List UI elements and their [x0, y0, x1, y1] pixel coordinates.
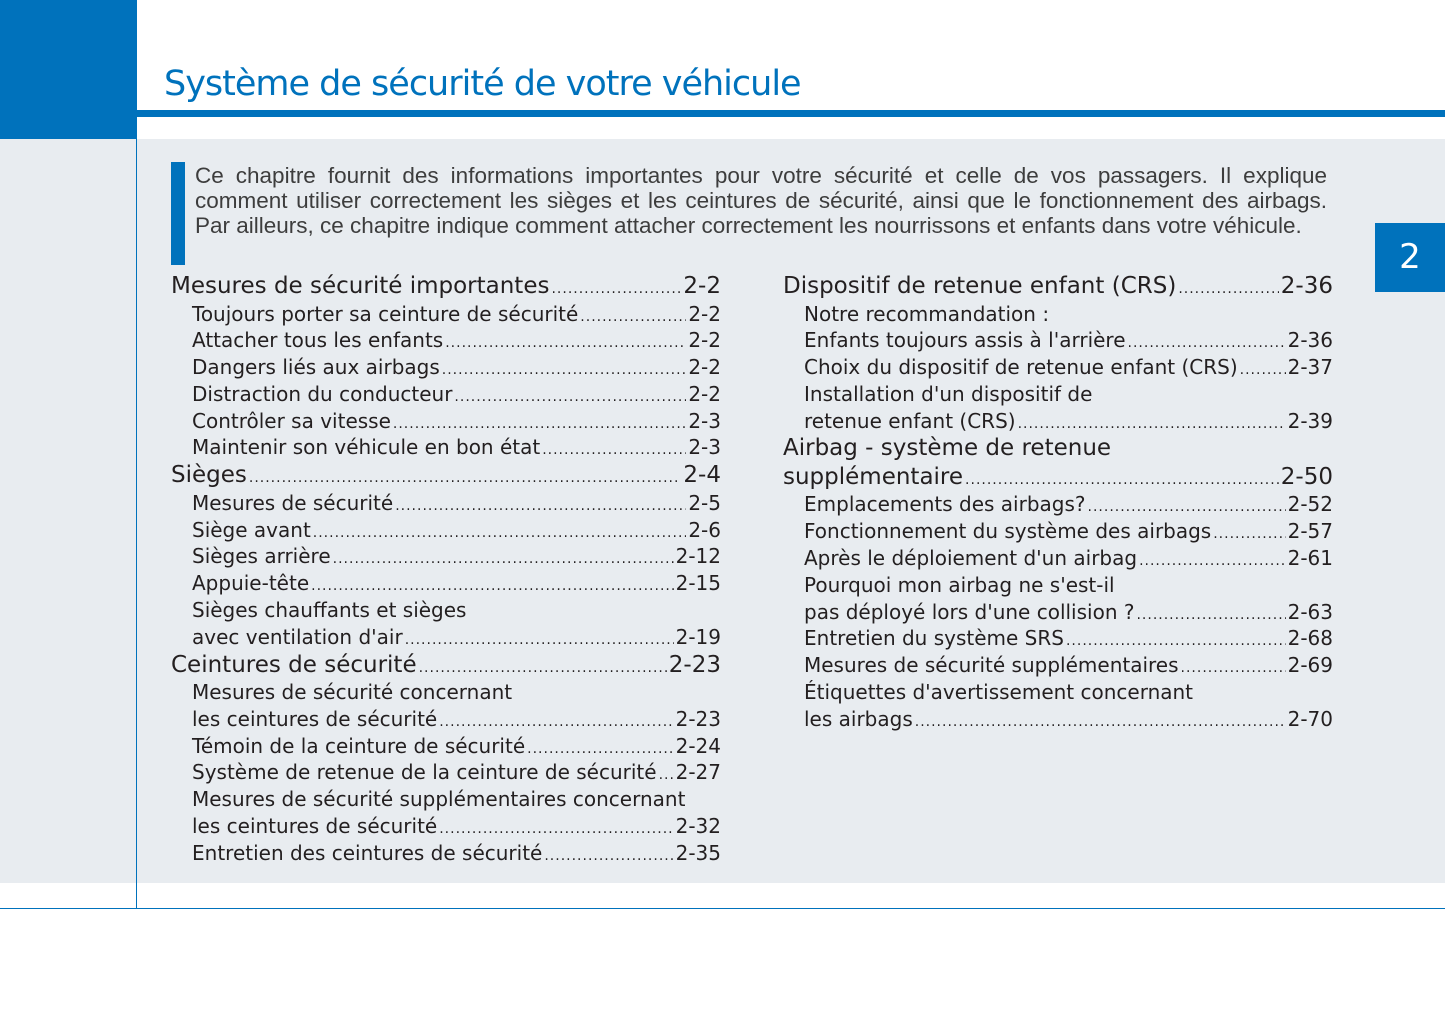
toc-dot-leader	[311, 573, 673, 600]
toc-dot-leader	[1178, 275, 1278, 304]
toc-subsection-entry[interactable]	[783, 327, 1333, 354]
toc-page-number: 2-70	[1287, 706, 1333, 731]
toc-page-number: 2-39	[1287, 408, 1333, 433]
toc-dot-leader	[454, 384, 686, 411]
toc-dot-leader	[580, 304, 686, 331]
toc-subsection-entry[interactable]	[783, 518, 1333, 545]
toc-dot-leader	[1136, 602, 1285, 629]
toc-subsection-entry[interactable]	[171, 354, 721, 381]
toc-subsection-entry[interactable]	[171, 733, 721, 760]
toc-subsection-entry[interactable]	[171, 301, 721, 328]
toc-entry-title: Mesures de sécurité	[192, 490, 394, 515]
toc-entry-title: les airbags	[804, 706, 913, 731]
toc-dot-leader	[445, 330, 686, 357]
toc-page-number: 2-3	[688, 435, 721, 460]
toc-dot-leader	[419, 654, 667, 683]
toc-page-number: 2-61	[1287, 546, 1333, 571]
toc-entry-title: Entretien du système SRS	[804, 626, 1064, 651]
toc-entry-title: Mesures de sécurité importantes	[171, 273, 550, 299]
toc-entry-title: Appuie-tête	[192, 571, 310, 596]
toc-subsection-entry[interactable]	[783, 381, 1333, 408]
toc-entry-title: les ceintures de sécurité	[192, 814, 438, 839]
toc-page-number: 2-2	[688, 355, 721, 380]
toc-entry-title: Contrôler sa vitesse	[192, 408, 391, 433]
margin-strip	[0, 139, 136, 883]
chapter-intro: Ce chapitre fournit des informations importantes pour votre sécurité et celle de vos passagers. Il explique comment utiliser correctement les sièges et les ceintures de sécurité, ainsi que le fonctionnement des airbags. Par ailleurs, ce chapitre indique comment attacher correctement les nourrissons et enfants dans votre véhicule.	[195, 163, 1327, 238]
toc-entry-title: Sièges chauffants et sièges	[192, 597, 467, 622]
toc-entry-title: Témoin de la ceinture de sécurité	[192, 733, 526, 758]
toc-subsection-entry[interactable]	[171, 434, 721, 461]
toc-entry-title: Notre recommandation :	[804, 301, 1050, 326]
toc-subsection-entry[interactable]	[171, 408, 721, 435]
toc-subsection-entry[interactable]	[171, 624, 721, 651]
toc-dot-leader	[544, 843, 673, 870]
toc-dot-leader	[442, 357, 687, 384]
toc-page-number: 2-23	[668, 651, 721, 678]
toc-dot-leader	[393, 411, 686, 438]
toc-page-number: 2-2	[688, 301, 721, 326]
toc-dot-leader	[1018, 411, 1286, 438]
toc-subsection-entry[interactable]	[171, 706, 721, 733]
toc-entry-title: Mesures de sécurité concernant	[192, 680, 513, 705]
toc-entry-title: Dispositif de retenue enfant (CRS)	[783, 273, 1177, 299]
toc-entry-title: Système de retenue de la ceinture de sécurité	[192, 760, 657, 785]
toc-entry-title: Mesures de sécurité supplémentaires	[804, 653, 1179, 678]
toc-entry-title: avec ventilation d'air	[192, 624, 403, 649]
margin-rule	[136, 139, 137, 909]
toc-page-number: 2-68	[1287, 626, 1333, 651]
toc-page-number: 2-19	[675, 624, 721, 649]
toc-page-number: 2-2	[688, 381, 721, 406]
toc-entry-title: Emplacements des airbags?	[804, 492, 1086, 517]
toc-subsection-entry[interactable]	[783, 572, 1333, 599]
toc-subsection-entry[interactable]	[783, 625, 1333, 652]
toc-dot-leader	[313, 520, 687, 547]
toc-entry-title: Pourquoi mon airbag ne s'est-il	[804, 572, 1115, 597]
toc-page-number: 2-3	[688, 408, 721, 433]
toc-entry-title: Attacher tous les enfants	[192, 328, 444, 353]
toc-page-number: 2-69	[1287, 653, 1333, 678]
toc-right-column	[783, 272, 1333, 733]
toc-entry-title: pas déployé lors d'une collision ?	[804, 599, 1135, 624]
toc-dot-leader	[333, 546, 674, 573]
toc-page-number: 2-4	[683, 462, 721, 489]
toc-section-entry[interactable]	[783, 463, 1333, 492]
toc-page-number: 2-5	[688, 490, 721, 515]
toc-page-number: 2-36	[1280, 273, 1333, 299]
toc-subsection-entry[interactable]	[783, 599, 1333, 626]
toc-entry-title: Siège avant	[192, 517, 311, 542]
toc-left-column	[171, 272, 721, 867]
toc-subsection-entry[interactable]	[171, 327, 721, 354]
footer-rule	[0, 908, 1445, 909]
toc-page-number: 2-57	[1287, 519, 1333, 544]
toc-subsection-entry[interactable]	[171, 517, 721, 544]
toc-section-entry[interactable]	[171, 461, 721, 490]
toc-page-number: 2-32	[675, 814, 721, 839]
toc-dot-leader	[1213, 521, 1285, 548]
toc-page-number: 2-50	[1280, 463, 1333, 490]
toc-dot-leader	[915, 709, 1286, 736]
toc-subsection-entry[interactable]	[171, 759, 721, 786]
toc-dot-leader	[439, 816, 673, 843]
toc-subsection-entry[interactable]	[171, 597, 721, 624]
toc-subsection-entry[interactable]	[171, 490, 721, 517]
toc-subsection-entry[interactable]	[171, 840, 721, 867]
toc-subsection-entry[interactable]	[783, 354, 1333, 381]
toc-dot-leader	[965, 466, 1279, 495]
toc-page-number: 2-63	[1287, 599, 1333, 624]
toc-subsection-entry[interactable]	[783, 652, 1333, 679]
toc-section-entry[interactable]	[783, 434, 1333, 463]
toc-section-entry[interactable]	[171, 272, 721, 301]
toc-entry-title: Installation d'un dispositif de	[804, 381, 1093, 406]
toc-subsection-entry[interactable]	[171, 381, 721, 408]
toc-entry-title: Airbag - système de retenue	[783, 435, 1112, 462]
toc-page-number: 2-37	[1287, 355, 1333, 380]
toc-entry-title: Fonctionnement du système des airbags	[804, 519, 1212, 544]
toc-subsection-entry[interactable]	[783, 679, 1333, 706]
toc-subsection-entry[interactable]	[783, 706, 1333, 733]
toc-dot-leader	[1139, 548, 1286, 575]
toc-entry-title: Sièges arrière	[192, 544, 331, 569]
toc-page-number: 2-24	[675, 733, 721, 758]
toc-entry-title: supplémentaire	[783, 463, 964, 490]
toc-page-number: 2-35	[675, 840, 721, 865]
toc-section-entry[interactable]	[783, 272, 1333, 301]
toc-dot-leader	[249, 464, 682, 493]
toc-dot-leader	[527, 736, 673, 763]
toc-dot-leader	[405, 627, 674, 654]
toc-page-number: 2-2	[683, 273, 721, 299]
toc-section-entry[interactable]	[171, 651, 721, 680]
title-underline	[137, 110, 1445, 117]
toc-entry-title: Entretien des ceintures de sécurité	[192, 840, 543, 865]
toc-entry-title: Choix du dispositif de retenue enfant (CRS)	[804, 355, 1238, 380]
toc-entry-title: Dangers liés aux airbags	[192, 355, 440, 380]
header-corner-block	[0, 0, 137, 139]
toc-dot-leader	[395, 493, 686, 520]
toc-page-number: 2-27	[675, 760, 721, 785]
toc-dot-leader	[439, 709, 673, 736]
toc-subsection-entry[interactable]	[783, 545, 1333, 572]
toc-subsection-entry[interactable]	[783, 301, 1333, 328]
toc-dot-leader	[1066, 628, 1286, 655]
toc-page-number: 2-23	[675, 706, 721, 731]
toc-page-number: 2-52	[1287, 492, 1333, 517]
toc-entry-title: Après le déploiement d'un airbag	[804, 546, 1138, 571]
toc-subsection-entry[interactable]	[171, 570, 721, 597]
toc-page-number: 2-6	[688, 517, 721, 542]
toc-subsection-entry[interactable]	[783, 491, 1333, 518]
toc-dot-leader	[1181, 655, 1286, 682]
toc-entry-title: Enfants toujours assis à l'arrière	[804, 328, 1126, 353]
toc-entry-title: Ceintures de sécurité	[171, 651, 417, 678]
toc-entry-title: Mesures de sécurité supplémentaires concernant	[192, 787, 686, 812]
toc-dot-leader	[542, 437, 686, 464]
toc-page-number: 2-36	[1287, 328, 1333, 353]
toc-entry-title: retenue enfant (CRS)	[804, 408, 1016, 433]
toc-dot-leader	[551, 275, 681, 304]
chapter-tab[interactable]: 2	[1375, 223, 1445, 292]
toc-subsection-entry[interactable]	[171, 679, 721, 706]
toc-entry-title: Distraction du conducteur	[192, 381, 453, 406]
toc-dot-leader	[1088, 494, 1286, 521]
toc-entry-title: les ceintures de sécurité	[192, 706, 438, 731]
toc-entry-title: Sièges	[171, 462, 247, 489]
toc-subsection-entry[interactable]	[783, 408, 1333, 435]
page-title: Système de sécurité de votre véhicule	[164, 64, 801, 104]
toc-entry-title: Maintenir son véhicule en bon état	[192, 435, 541, 460]
toc-page-number: 2-12	[675, 544, 721, 569]
toc-page-number: 2-2	[688, 328, 721, 353]
toc-subsection-entry[interactable]	[171, 786, 721, 813]
toc-page-number: 2-15	[675, 571, 721, 596]
toc-entry-title: Toujours porter sa ceinture de sécurité	[192, 301, 579, 326]
toc-dot-leader	[659, 762, 674, 789]
toc-subsection-entry[interactable]	[171, 813, 721, 840]
toc-subsection-entry[interactable]	[171, 543, 721, 570]
intro-accent-bar	[171, 162, 185, 265]
toc-dot-leader	[1128, 330, 1286, 357]
toc-dot-leader	[1240, 357, 1286, 384]
toc-entry-title: Étiquettes d'avertissement concernant	[804, 680, 1194, 705]
